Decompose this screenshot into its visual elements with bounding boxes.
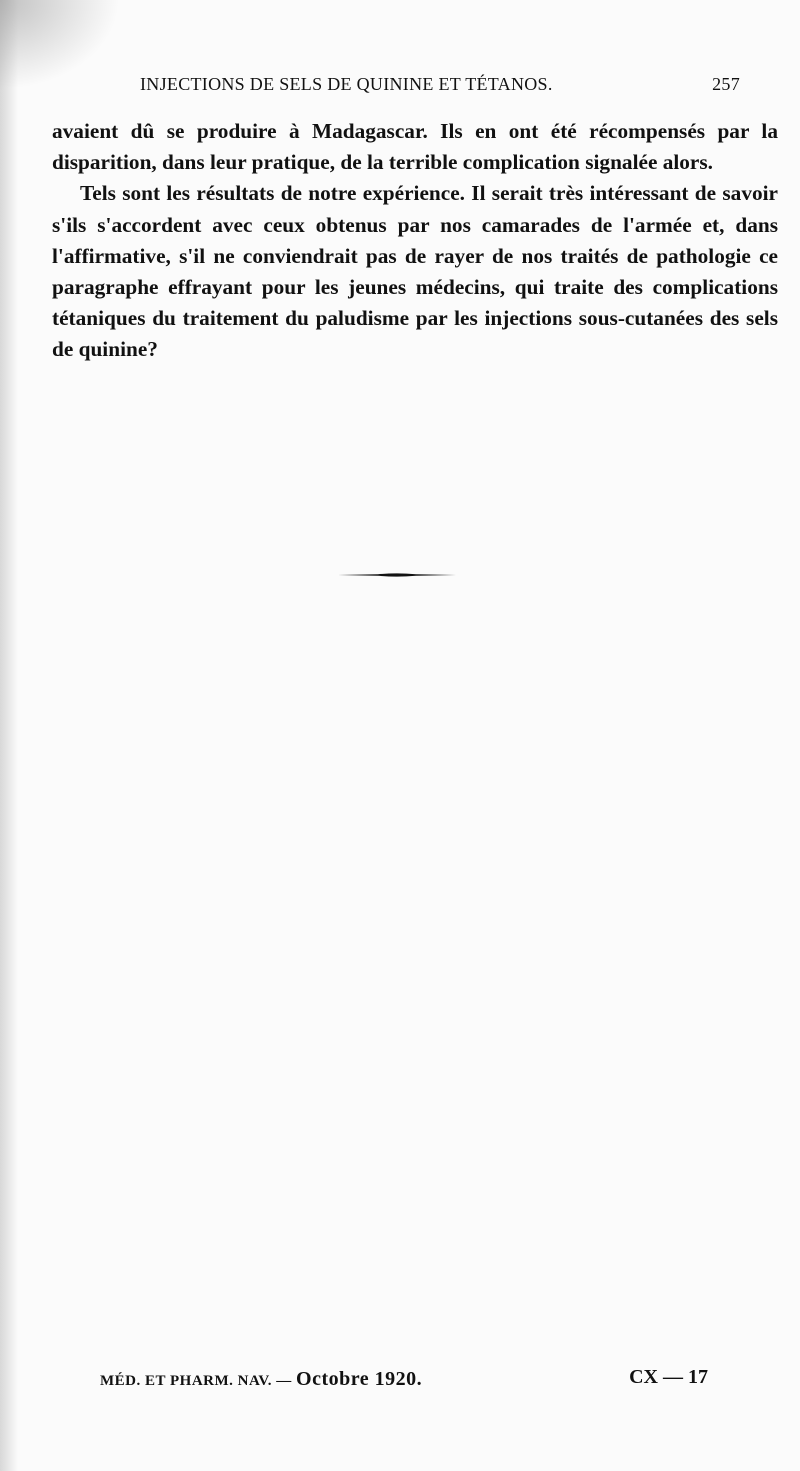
body-text xyxy=(52,116,778,366)
issue-date: Octobre 1920. xyxy=(296,1368,423,1390)
paragraph-conclusion: Tels sont les résultats de notre expérience. Il serait très intéressant de savoir s'ils s'accordent avec ceux obtenus par nos camarades de l'armée et, dans l'affirmative, s'il ne conviendrait pas de rayer de nos traités de pathologie ce paragraphe effrayant pour les jeunes médecins, qui traite des complications tétaniques du traitement du paludisme par les injections sous-cutanées des sels de quinine? xyxy=(52,181,778,362)
journal-abbreviation: MÉD. ET PHARM. NAV. — xyxy=(100,1373,292,1389)
paragraph-continuation: avaient dû se produire à Madagascar. Ils en ont été récompensés par la disparition, dans leur pratique, de la terrible complication signalée alors. xyxy=(52,119,778,175)
end-of-article-rule xyxy=(338,572,456,578)
footer xyxy=(100,1366,720,1396)
running-head xyxy=(140,74,740,102)
footer-journal xyxy=(100,1368,422,1391)
running-title: INJECTIONS DE SELS DE QUININE ET TÉTANOS. xyxy=(140,74,553,94)
page-edge-shadow xyxy=(0,0,18,1471)
page-number: 257 xyxy=(712,74,740,94)
signature-mark: CX — 17 xyxy=(629,1366,708,1388)
corner-shadow xyxy=(0,0,120,90)
